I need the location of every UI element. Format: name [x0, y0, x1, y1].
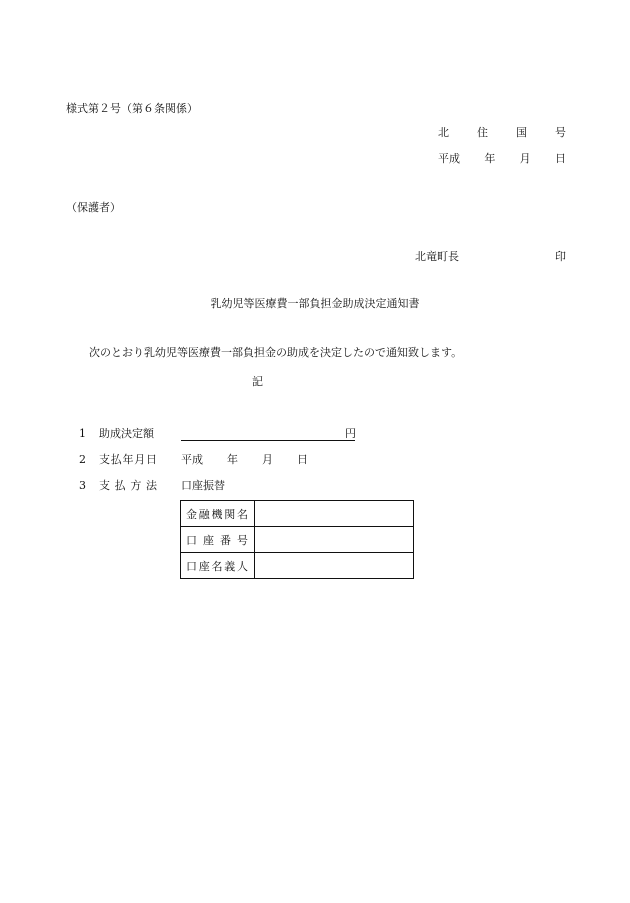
date-part: 年 [484, 152, 496, 165]
document-number [438, 126, 566, 140]
doc-number-part: 北 [438, 126, 449, 139]
document-title: 乳幼児等医療費一部負担金助成決定通知書 [210, 297, 420, 310]
pay-date-value: 平成 年 月 日 [181, 453, 308, 466]
doc-number-part: 号 [555, 126, 566, 139]
item-label: 助成決定額 [99, 427, 154, 440]
issue-date [438, 152, 566, 166]
table-label-cell: 口 座 名 義 人 [181, 553, 255, 579]
issuer [415, 250, 566, 264]
recipient: （保護者） [66, 201, 121, 214]
ki-heading: 記 [252, 375, 263, 388]
table-row [181, 501, 414, 527]
date-part: 月 [519, 152, 531, 165]
item-number: 1 [79, 427, 86, 440]
item-number: 3 [79, 479, 86, 492]
table-label-cell: 金 融 機 関 名 [181, 501, 255, 527]
table-row [181, 553, 414, 579]
body-text: 次のとおり乳幼児等医療費一部負担金の助成を決定したので通知致します。 [89, 346, 463, 359]
bank-account-table [180, 500, 414, 579]
table-row [181, 527, 414, 553]
item-label: 支 払 年 月 日 [99, 453, 157, 466]
table-label-cell: 口 座 番 号 [181, 527, 255, 553]
amount-underline [181, 427, 355, 441]
date-part: 日 [554, 152, 566, 165]
payment-method-value: 口座振替 [181, 479, 225, 492]
account-holder-cell [255, 553, 414, 579]
issuer-name: 北竜町長 [415, 250, 459, 263]
amount-unit: 円 [345, 427, 356, 440]
doc-number-part: 住 [477, 126, 488, 139]
bank-name-cell [255, 501, 414, 527]
item-number: 2 [79, 453, 86, 466]
seal-mark: 印 [555, 250, 566, 263]
form-label: 様式第２号（第６条関係） [66, 102, 198, 115]
date-part: 平成 [438, 152, 460, 165]
account-number-cell [255, 527, 414, 553]
doc-number-part: 国 [516, 126, 527, 139]
item-label: 支 払 方 法 [99, 479, 157, 492]
